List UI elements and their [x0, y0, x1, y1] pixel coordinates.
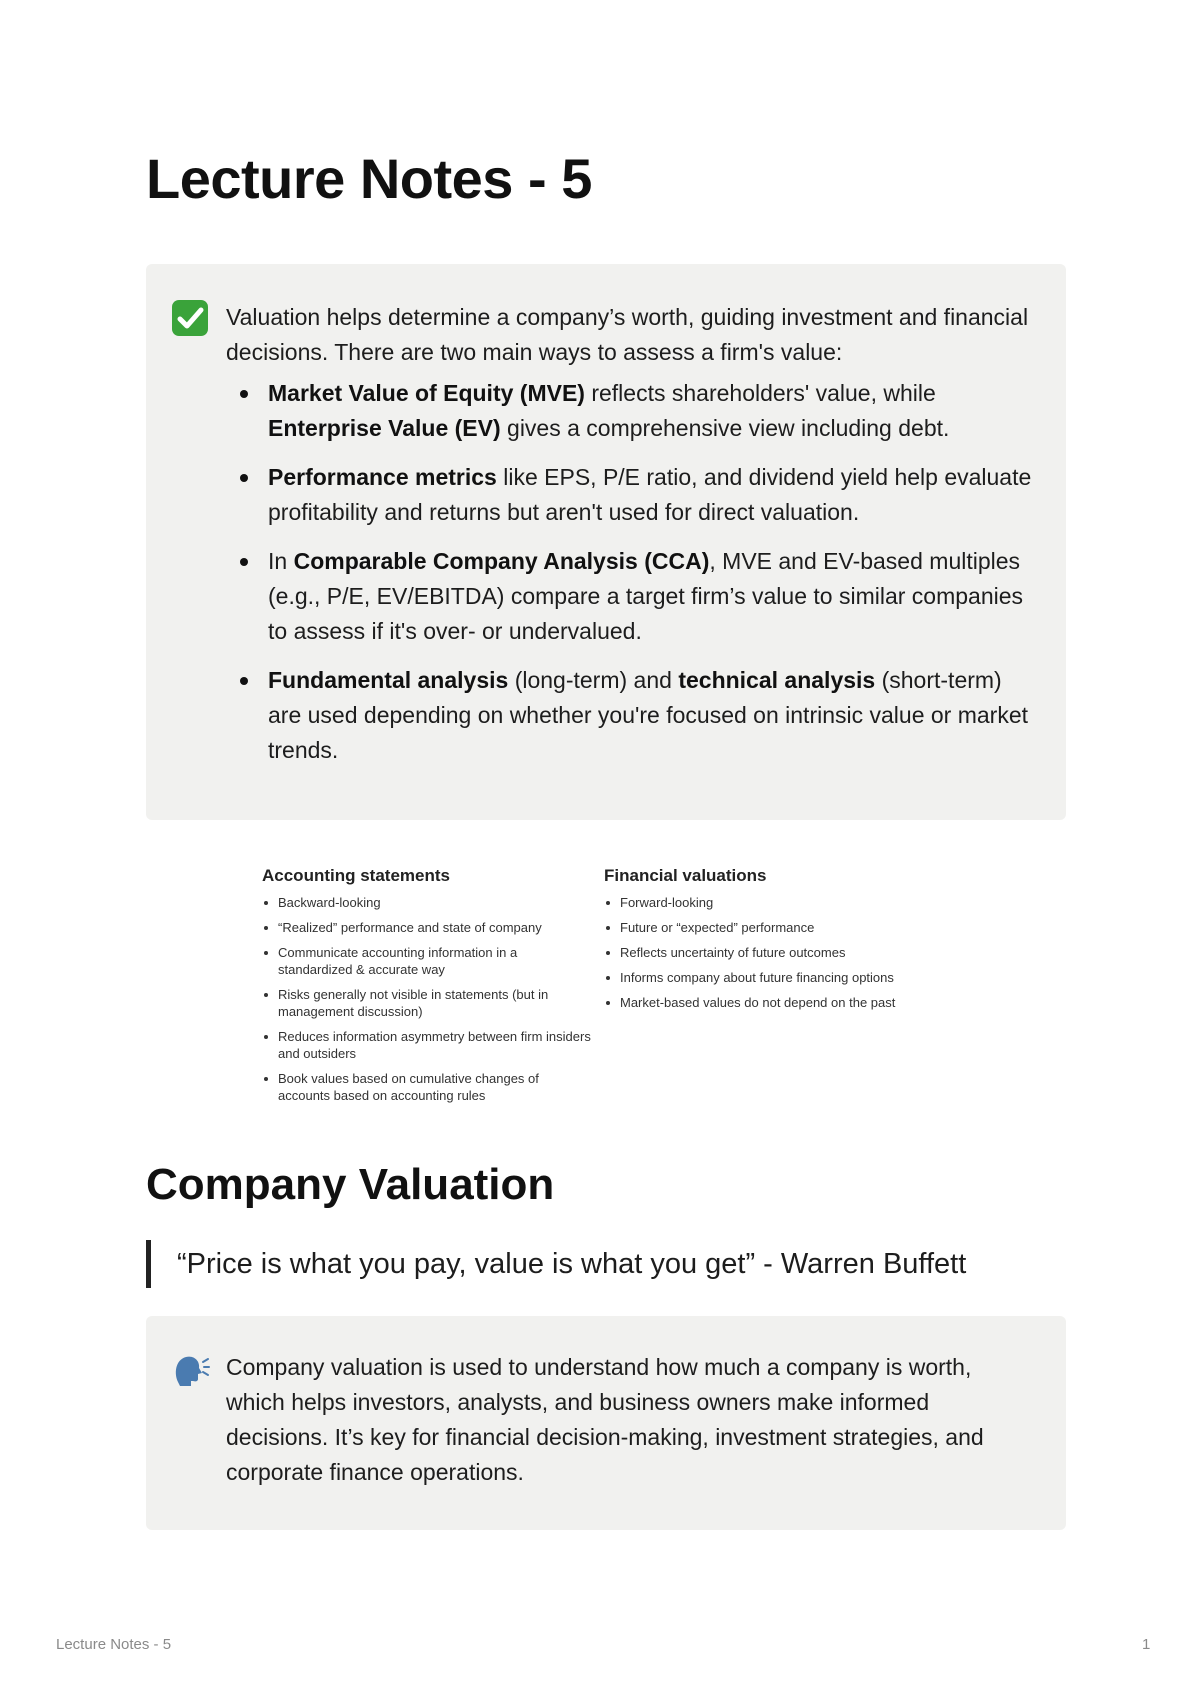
list-item: Book values based on cumulative changes of accounts based on accounting rules [262, 1070, 592, 1104]
bullet-item [226, 376, 1032, 446]
page-title: Lecture Notes - 5 [146, 147, 592, 210]
accounting-statements-heading: Accounting statements [262, 866, 450, 885]
list-item: Reflects uncertainty of future outcomes [604, 944, 964, 961]
list-item: Communicate accounting information in a standardized & accurate way [262, 944, 592, 978]
check-mark-button-icon [170, 298, 210, 338]
bullet-bold-text: technical analysis [678, 667, 876, 693]
financial-valuations-list [604, 894, 964, 1011]
bullet-text: reflects shareholders' value, while [584, 380, 936, 406]
financial-valuations-heading: Financial valuations [604, 866, 767, 885]
bullet-text: like EPS, P/E ratio, and dividend yield help evaluate profitability and returns but aren't used for direct valuation. [268, 464, 1032, 525]
bullet-bold-text: Comparable Company Analysis (CCA) [293, 548, 710, 574]
speaking-head-icon [170, 1350, 210, 1390]
callout-intro-text: Valuation helps determine a company’s worth, guiding investment and financial decisions. There are two main ways to assess a firm's value: [226, 304, 1029, 365]
callout-text: Company valuation is used to understand how much a company is worth, which helps investors, analysts, and business owners make informed decisions. It’s key for financial decision-making, investment strategies, and corporate finance operations. [226, 1354, 984, 1485]
valuation-summary-callout [146, 264, 1066, 820]
bullet-text: gives a comprehensive view including debt. [500, 415, 950, 441]
bullet-bold-text: Performance metrics [268, 464, 497, 490]
company-valuation-callout [146, 1316, 1066, 1530]
bullet-text: (long-term) and [508, 667, 679, 693]
bullet-item [226, 544, 1032, 649]
section-heading: Company Valuation [146, 1160, 555, 1209]
valuation-bullet-list [226, 376, 1032, 768]
list-item: Forward-looking [604, 894, 964, 911]
list-item: “Realized” performance and state of company [262, 919, 592, 936]
list-item: Informs company about future financing options [604, 969, 964, 986]
bullet-bold-text: Fundamental analysis [268, 667, 509, 693]
list-item: Market-based values do not depend on the past [604, 994, 964, 1011]
buffett-quote: “Price is what you pay, value is what you get” - Warren Buffett [146, 1240, 966, 1288]
list-item: Reduces information asymmetry between firm insiders and outsiders [262, 1028, 592, 1062]
list-item: Backward-looking [262, 894, 592, 911]
accounting-statements-list [262, 894, 592, 1104]
bullet-text: (short-term) are used depending on whether you're focused on intrinsic value or market trends. [268, 667, 1029, 763]
financial-valuations-column [604, 866, 964, 1019]
bullet-text: , MVE and EV-based multiples (e.g., P/E, EV/EBITDA) compare a target firm’s value to similar companies to assess if it's over- or undervalued. [268, 548, 1024, 644]
bullet-bold-text: Enterprise Value (EV) [268, 415, 501, 441]
list-item: Future or “expected” performance [604, 919, 964, 936]
page-number: 1 [1142, 1636, 1151, 1653]
accounting-statements-column [262, 866, 592, 1112]
bullet-bold-text: Market Value of Equity (MVE) [268, 380, 585, 406]
bullet-text: In [268, 548, 294, 574]
bullet-item [226, 663, 1032, 768]
footer-title: Lecture Notes - 5 [56, 1636, 172, 1653]
list-item: Risks generally not visible in statements (but in management discussion) [262, 986, 592, 1020]
bullet-item [226, 460, 1032, 530]
comparison-slide-image [262, 866, 982, 1116]
